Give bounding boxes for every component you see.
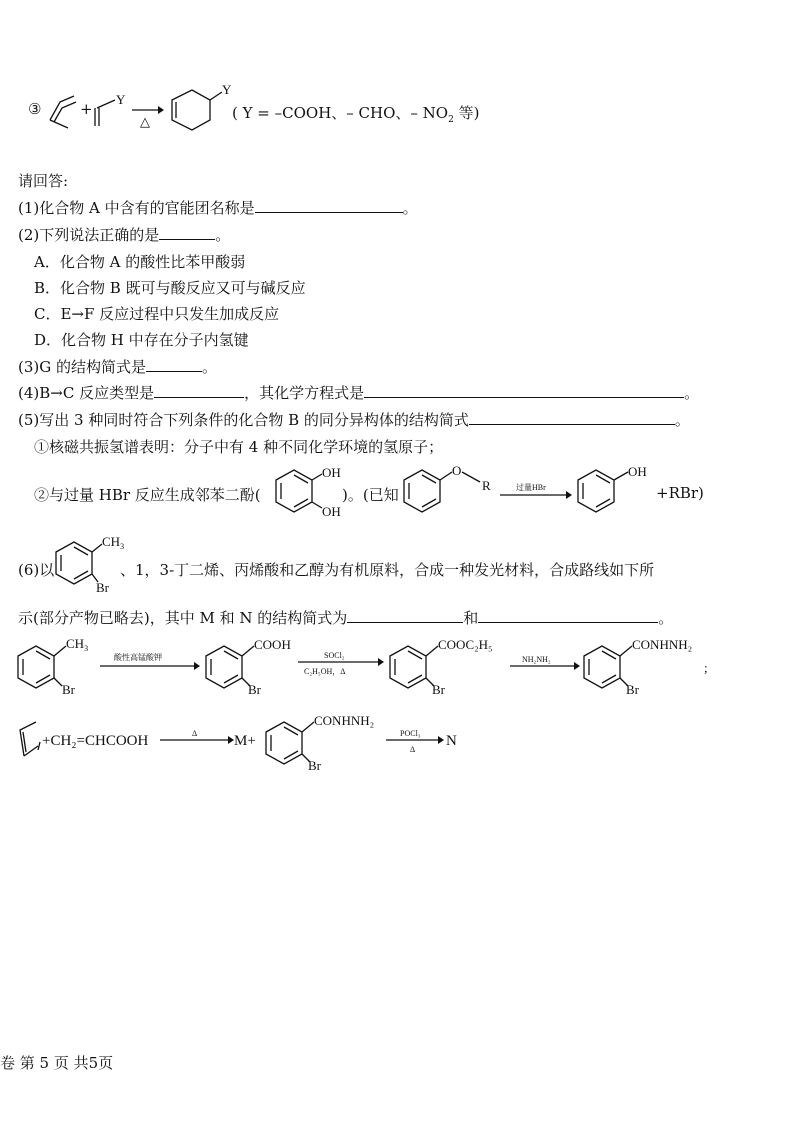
answer-blank-2[interactable] [159, 225, 215, 240]
br-label: Br [96, 580, 109, 595]
condition-2-mid: )。(已知 [342, 486, 399, 504]
route2-n: N [446, 733, 457, 749]
reaction-3-plus: + [80, 100, 93, 118]
phenol-oh-label: OH [628, 464, 647, 479]
route1-hydrazide-label: CONHNH₂ [632, 637, 693, 652]
route1-arrow-3 [510, 655, 580, 670]
question-5: (5)写出 3 种同时符合下列条件的化合物 B 的同分异构体的结构简式 。 [18, 411, 690, 429]
y-label: Y [116, 92, 126, 107]
answer-blank-4a[interactable] [154, 383, 244, 398]
hbr-reagent: 过量HBr [516, 483, 546, 492]
question-6-line2: 示(部分产物已略去)，其中 M 和 N 的结构简式为 和 。 [18, 609, 674, 627]
route1-arrow-2 [298, 651, 384, 677]
condition-2-end: +RBr) [656, 484, 704, 502]
page-footer: 卷 第 5 页 共5页 [0, 1054, 114, 1072]
route2-m: M+ [234, 733, 256, 749]
route1-hydrazide [584, 637, 692, 697]
r-label: R [482, 478, 491, 493]
route1-semicolon: ; [704, 660, 708, 675]
route1-br-label-3: Br [432, 682, 445, 697]
route2-br-label: Br [308, 758, 321, 773]
oh-label-bottom: OH [322, 504, 341, 519]
route1-ester [390, 637, 493, 697]
route1-br-label-2: Br [248, 682, 261, 697]
condition-1: ①核磁共振氢谱表明：分子中有 4 种不同化学环境的氢原子； [34, 438, 444, 456]
reaction-3-arrow [132, 102, 164, 128]
route1-br-label-4: Br [626, 682, 639, 697]
answer-blank-6n[interactable] [478, 608, 658, 623]
route2-hydrazide-label: CONHNH₂ [314, 713, 375, 728]
route1-start-bromotoluene [18, 636, 88, 697]
route1-br-label-1: Br [62, 682, 75, 697]
question-1: (1)化合物 A 中含有的官能团名称是 。 [18, 199, 418, 217]
synthesis-route-1 [14, 632, 734, 702]
route2-reactant: +CH₂=CHCOOH [42, 733, 149, 749]
answer-blank-5[interactable] [469, 410, 675, 425]
route2-reagent-top: POCl₃ [400, 729, 421, 738]
route2-arrow-2 [386, 729, 444, 754]
route2-arrow-1 [160, 729, 234, 744]
question-6-text: 、1，3-丁二烯、丙烯酸和乙醇为有机原料，合成一种发光材料，合成路线如下所 [120, 561, 655, 579]
route1-bromobenzoic-acid [206, 637, 291, 697]
phenyl-ether-structure [400, 463, 500, 522]
answer-blank-1[interactable] [255, 198, 403, 213]
option-a: A．化合物 A 的酸性比苯甲酸弱 [34, 253, 246, 271]
y-label-product: Y [222, 82, 232, 97]
answer-blank-3[interactable] [146, 357, 202, 372]
route1-reagent-2-bottom: C₂H₅OH，Δ [304, 667, 346, 676]
cyclohexene-product [164, 82, 236, 138]
route2-hydrazide [266, 713, 374, 773]
substituent-note: ( Y = –COOH、– CHO、– $NO_2$ 等) [232, 104, 480, 125]
question-4: (4)B→C 反应类型是 ，其化学方程式是 。 [18, 384, 700, 402]
route2-reagent-bottom: Δ [410, 745, 416, 754]
answer-blank-6m[interactable] [347, 608, 463, 623]
answer-blank-4b[interactable] [364, 383, 684, 398]
option-d: D．化合物 H 中存在分子内氢键 [34, 331, 249, 349]
phenol-structure [574, 466, 658, 522]
hbr-arrow [500, 482, 572, 502]
route1-ch3-label: $CH_3$ [66, 636, 89, 653]
synthesis-route-2 [14, 712, 494, 772]
route1-reagent-2-top: SOCl₂ [324, 651, 345, 660]
catechol-structure [270, 466, 350, 522]
question-6-prefix: (6)以 [18, 561, 55, 579]
route2-butadiene [20, 722, 40, 756]
route1-ester-label: COOC₂H₅ [438, 637, 493, 652]
route1-cooh-label: COOH [254, 637, 291, 652]
route1-reagent-1: 酸性高锰酸钾 [114, 653, 162, 662]
ch3-label: $CH_3$ [102, 534, 125, 551]
answer-prompt: 请回答: [18, 172, 69, 190]
option-c: C．E→F 反应过程中只发生加成反应 [34, 305, 280, 323]
question-3: (3)G 的结构简式是 。 [18, 358, 218, 376]
oxygen-label: O [452, 463, 462, 478]
oh-label-top: OH [322, 465, 341, 480]
reaction-3-label: ③ [28, 100, 42, 118]
option-b: B．化合物 B 既可与酸反应又可与碱反应 [34, 279, 306, 297]
bromotoluene-structure-q6 [50, 536, 130, 594]
dienophile-structure [93, 92, 133, 132]
delta-symbol: △ [140, 114, 150, 129]
route1-arrow-1 [100, 652, 200, 670]
diene-structure [48, 92, 78, 132]
question-2: (2)下列说法正确的是 。 [18, 226, 231, 244]
route2-delta: Δ [192, 729, 198, 738]
route1-reagent-3: NH₂NH₂ [522, 655, 551, 664]
condition-2-prefix: ②与过量 HBr 反应生成邻苯二酚( [34, 486, 261, 504]
